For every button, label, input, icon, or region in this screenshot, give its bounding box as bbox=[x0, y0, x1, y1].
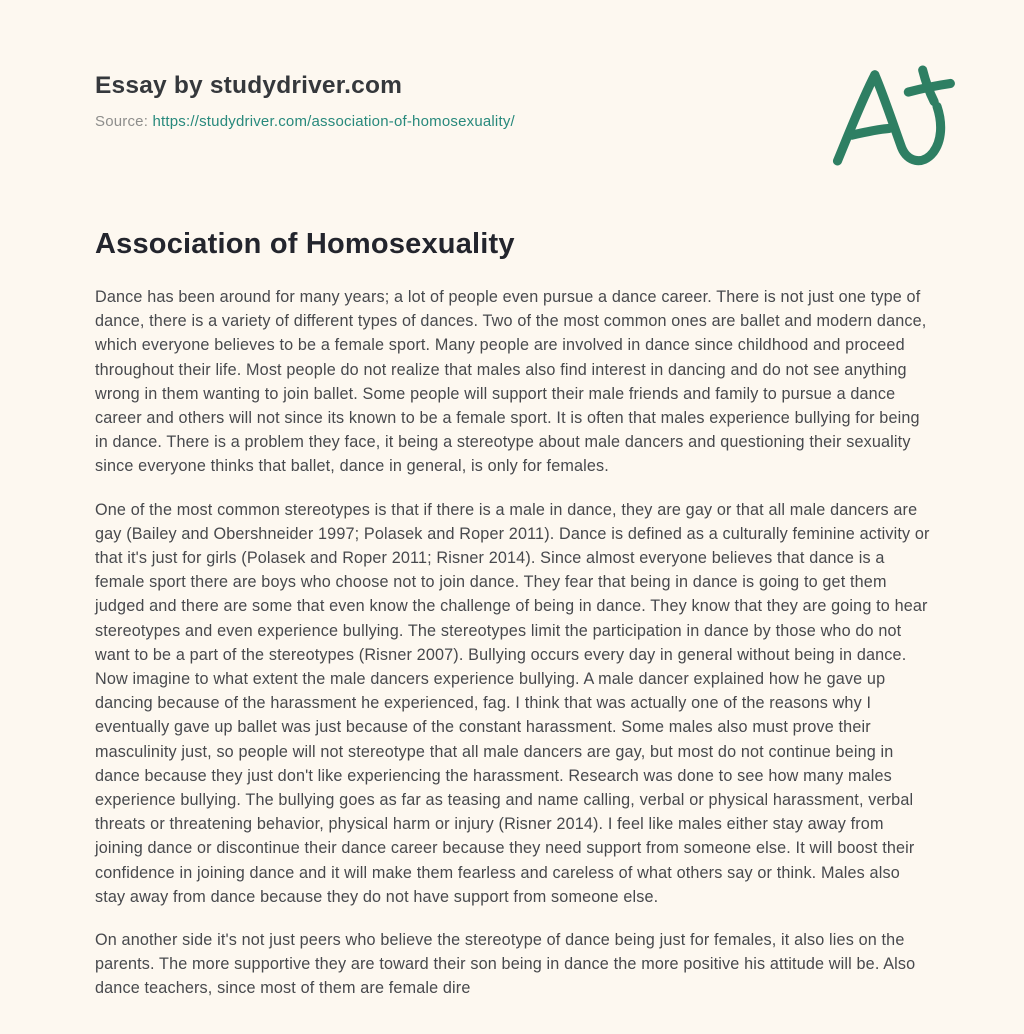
source-label: Source: bbox=[95, 113, 149, 130]
article-title: Association of Homosexuality bbox=[95, 228, 515, 260]
article-paragraph-1: Dance has been around for many years; a lot of people even pursue a dance career. There is not just one type of dance, there is a variety of different types of dances. Two of the most common ones are ballet and modern dance, which everyone believes to be a female sport. Many people are involved in dance since childhood and proceed throughout their life. Most people do not realize that males also find interest in dancing and do not see anything wrong in them wanting to join ballet. Some people will support their male friends and family to pursue a dance career and others will not since its known to be a female sport. It is often that males experience bullying for being in dance. There is a problem they face, it being a stereotype about male dancers and questioning their sexuality since everyone thinks that ballet, dance in general, is only for females. bbox=[95, 288, 927, 476]
article-paragraph-3: On another side it's not just peers who believe the stereotype of dance being just for females, it also lies on the parents. The more supportive they are toward their son being in dance the more positive his attitude will be. Also dance teachers, since most of them are female dire bbox=[95, 931, 916, 998]
document-content bbox=[95, 0, 931, 1001]
essay-by-heading: Essay by studydriver.com bbox=[95, 72, 403, 99]
source-url-link[interactable]: https://studydriver.com/association-of-homosexuality/ bbox=[152, 113, 515, 130]
article-paragraph-2: One of the most common stereotypes is that if there is a male in dance, they are gay or that all male dancers are gay (Bailey and Obershneider 1997; Polasek and Roper 2011). Dance is defined as a culturally feminine activity or that it's just for girls (Polasek and Roper 2011; Risner 2014). Since almost everyone believes that dance is a female sport there are boys who choose not to join dance. They fear that being in dance is going to get them judged and there are some that even know the challenge of being in dance. They know that they are going to hear stereotypes and even experience bullying. The stereotypes limit the participation in dance by those who do not want to be a part of the stereotypes (Risner 2007). Bullying occurs every day in general without being in dance. Now imagine to what extent the male dancers experience bullying. A male dancer explained how he gave up dancing because of the harassment he experienced, fag. I think that was actually one of the reasons why I eventually gave up ballet was just because of the constant harassment. Some males also must prove their masculinity just, so people will not stereotype that all male dancers are gay, but most do not continue being in dance because they just don't like experiencing the harassment. Research was done to see how many males experience bullying. The bullying goes as far as teasing and name calling, verbal or physical harassment, verbal threats or threatening behavior, physical harm or injury (Risner 2014). I feel like males either stay away from joining dance or discontinue their dance career because they need support from someone else. It will boost their confidence in joining dance and it will make them fearless and careless of what others say or think. Males also stay away from dance because they do not have support from someone else. bbox=[95, 500, 930, 906]
source-row bbox=[95, 113, 931, 130]
